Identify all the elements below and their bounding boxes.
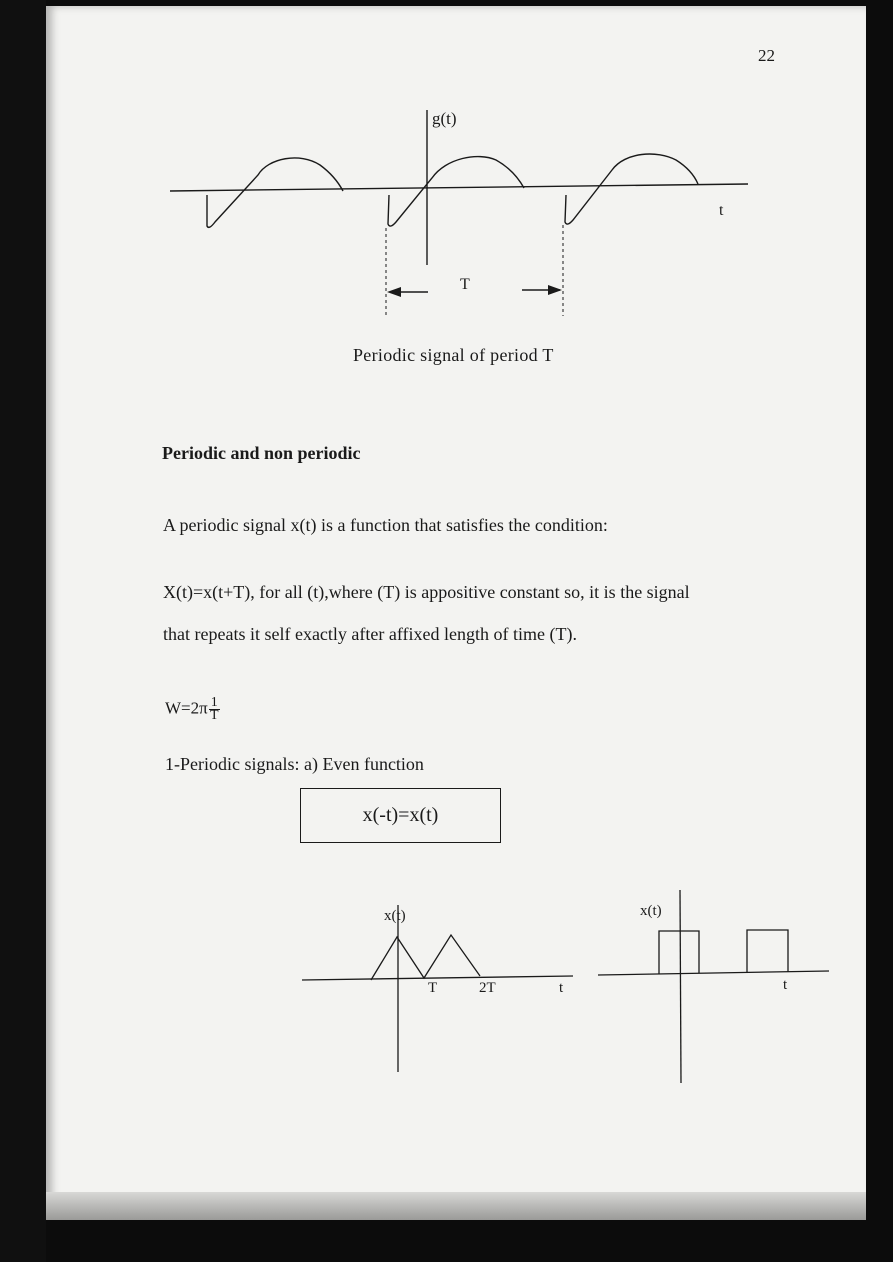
tri-tick-1: T (428, 980, 438, 996)
page-number: 22 (758, 46, 775, 65)
figure-caption: Periodic signal of period T (353, 345, 554, 365)
section-heading: Periodic and non periodic (162, 443, 361, 463)
period-label: T (460, 276, 470, 293)
boxed-equation-text: x(-t)=x(t) (362, 804, 439, 826)
paragraph-condition-line-1: X(t)=x(t+T), for all (t),where (T) is appositive constant so, it is the signal (163, 582, 690, 602)
paragraph-condition-line-2: that repeats it self exactly after affixed length of time (T). (163, 624, 577, 644)
g-axis-label: g(t) (432, 109, 457, 128)
formula-denominator: T (209, 708, 219, 723)
tri-axis-label: x(t) (384, 908, 406, 924)
tri-time-label: t (559, 980, 564, 996)
sq-time-label: t (783, 977, 788, 993)
sq-pulse-1 (659, 931, 699, 974)
g-time-label: t (719, 202, 724, 219)
tri-tick-2: 2T (479, 980, 496, 996)
sq-axis-label: x(t) (640, 903, 662, 919)
formula-prefix: W=2π (165, 698, 208, 718)
formula-numerator: 1 (210, 695, 218, 710)
even-function-label: 1-Periodic signals: a) Even function (165, 754, 424, 774)
sq-vertical-axis (680, 890, 681, 1083)
paragraph-definition: A periodic signal x(t) is a function that satisfies the condition: (163, 515, 608, 535)
sq-time-axis (598, 971, 829, 975)
sq-pulse-2 (747, 930, 788, 973)
